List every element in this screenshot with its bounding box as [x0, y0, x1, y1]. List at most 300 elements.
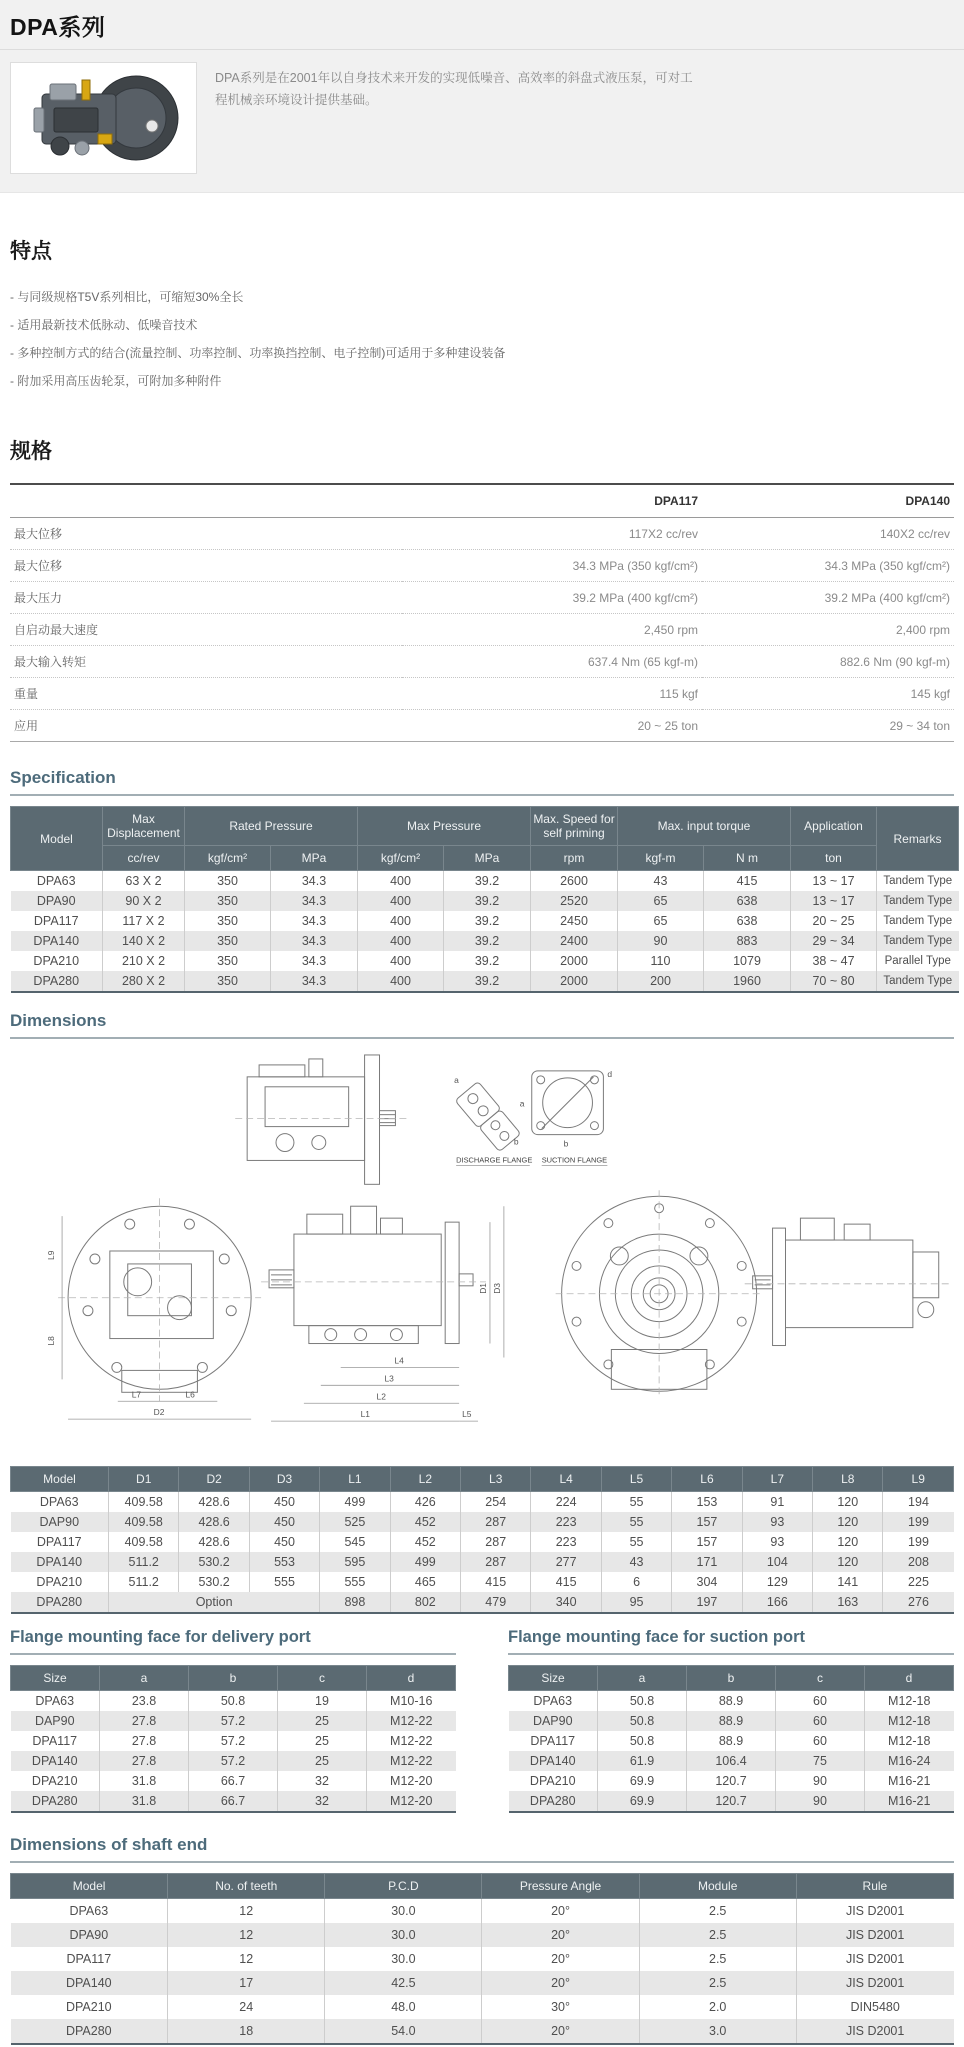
- technical-drawing: [10, 1047, 954, 1451]
- column-header: Pressure Angle: [482, 1874, 639, 1899]
- cell: 2,400 rpm: [702, 614, 954, 646]
- cell: 129: [742, 1572, 812, 1592]
- dim-label: D3: [491, 1282, 502, 1294]
- cell: M10-16: [367, 1691, 456, 1712]
- cell: 2,450 rpm: [402, 614, 702, 646]
- cell: 2450: [531, 911, 618, 931]
- column-header: No. of teeth: [168, 1874, 325, 1899]
- cell: DAP90: [34, 1714, 75, 1728]
- cell: M12-20: [367, 1771, 456, 1791]
- flange-suction-heading: Flange mounting face for suction port: [508, 1628, 954, 1655]
- cell: DPA280: [31, 1794, 78, 1808]
- column-header: L4: [531, 1467, 601, 1492]
- cell: 2400: [531, 931, 618, 951]
- cell: 120: [813, 1512, 883, 1532]
- cell: 17: [168, 1971, 325, 1995]
- table-row: [11, 1751, 456, 1771]
- cell: 20°: [482, 1971, 639, 1995]
- column-header: L9: [883, 1467, 954, 1492]
- cell: 最大压力: [10, 582, 402, 614]
- table-row: [10, 550, 954, 582]
- cell: 157: [672, 1512, 742, 1532]
- cell: 34.3: [271, 911, 358, 931]
- cell: 400: [358, 891, 444, 911]
- table-row: [509, 1711, 954, 1731]
- cell: 34.3: [271, 951, 358, 971]
- table-row: [11, 1791, 456, 1812]
- cell: 3.0: [639, 2019, 796, 2044]
- cell: DPA63: [35, 1694, 75, 1708]
- table-row: [11, 891, 959, 911]
- cell: 530.2: [179, 1552, 249, 1572]
- column-header: DPA117: [402, 484, 702, 518]
- cell: 225: [883, 1572, 954, 1592]
- features-section: [10, 235, 954, 395]
- cell: DPA140: [529, 1754, 576, 1768]
- column-header: Model: [11, 1467, 109, 1492]
- specification-table: [10, 806, 959, 993]
- column-header: b: [687, 1666, 776, 1691]
- cell: 197: [672, 1592, 742, 1613]
- table-row: [11, 1492, 954, 1513]
- cell: 428.6: [179, 1532, 249, 1552]
- cell: 75: [776, 1751, 865, 1771]
- cell: 27.8: [100, 1711, 189, 1731]
- cell: DAP90: [532, 1714, 573, 1728]
- cell: 39.2 MPa (400 kgf/cm²): [402, 582, 702, 614]
- cell: M12-18: [865, 1691, 954, 1712]
- cell: M12-18: [865, 1711, 954, 1731]
- column-header: L5: [601, 1467, 671, 1492]
- cell: 530.2: [179, 1572, 249, 1592]
- column-header: Module: [639, 1874, 796, 1899]
- cell: 400: [358, 911, 444, 931]
- unit-header: MPa: [271, 846, 358, 871]
- table-row: [11, 1923, 954, 1947]
- cell: 25: [278, 1731, 367, 1751]
- suction-flange-label: SUCTION FLANGE: [541, 1155, 608, 1165]
- cell: DPA117: [530, 1734, 576, 1748]
- dim-letter: d: [607, 1068, 613, 1079]
- column-header: Max Displacement: [103, 807, 185, 846]
- cell: Tandem Type: [877, 971, 959, 992]
- cell: 409.58: [109, 1532, 179, 1552]
- cell: 29 ~ 34: [791, 931, 877, 951]
- unit-header: kgf/cm²: [358, 846, 444, 871]
- cell: 450: [249, 1532, 319, 1552]
- dim-label: L4: [394, 1355, 404, 1366]
- cell: 最大位移: [14, 527, 63, 541]
- cell: DPA140: [66, 1976, 112, 1990]
- table-row: [11, 1552, 954, 1572]
- cell: 208: [883, 1552, 954, 1572]
- table-row: [509, 1731, 954, 1751]
- cell: DPA280: [33, 974, 80, 988]
- cell: 93: [742, 1512, 812, 1532]
- cell: Parallel Type: [877, 951, 959, 971]
- cell: 39.2: [444, 911, 531, 931]
- table-header-row: [11, 1666, 456, 1691]
- cell: 115 kgf: [402, 678, 702, 710]
- cell: 30.0: [325, 1923, 482, 1947]
- cell: 120: [813, 1492, 883, 1513]
- cell: 50.8: [598, 1691, 687, 1712]
- cell: 117 X 2: [103, 911, 185, 931]
- cell: 60: [776, 1731, 865, 1751]
- cell: JIS D2001: [796, 1971, 953, 1995]
- unit-header: kgf-m: [618, 846, 704, 871]
- cell: 39.2: [444, 931, 531, 951]
- dim-label: L9: [46, 1250, 57, 1260]
- table-row: [10, 646, 954, 678]
- cell: 280 X 2: [103, 971, 185, 992]
- cell: 2000: [531, 971, 618, 992]
- cell: DPA117: [32, 1734, 78, 1748]
- cell: 2.5: [639, 1923, 796, 1947]
- cell: DPA210: [529, 1774, 576, 1788]
- cell: 166: [742, 1592, 812, 1613]
- cell: DPA63: [69, 1904, 109, 1918]
- cell: DPA210: [33, 954, 80, 968]
- table-row: [11, 1971, 954, 1995]
- cell: 426: [390, 1492, 460, 1513]
- cell: 19: [278, 1691, 367, 1712]
- cell: 34.3: [271, 931, 358, 951]
- cell: 254: [461, 1492, 531, 1513]
- cell: 350: [185, 871, 271, 892]
- product-image: [10, 62, 197, 174]
- cell: DPA90: [36, 894, 76, 908]
- cell: 638: [704, 891, 791, 911]
- feature-item: - 附加采用高压齿轮泵，可附加多种附件: [10, 374, 222, 388]
- table-header-row: [11, 846, 959, 871]
- cell: 31.8: [100, 1771, 189, 1791]
- cell: 210 X 2: [103, 951, 185, 971]
- cell: 20°: [482, 1923, 639, 1947]
- cell: 163: [813, 1592, 883, 1613]
- cell: 32: [278, 1771, 367, 1791]
- cell: 350: [185, 891, 271, 911]
- product-description: DPA系列是在2001年以自身技术来开发的实现低噪音、高效率的斜盘式液压泵，可对工程机械亲环境设计提供基础。: [215, 71, 693, 107]
- title-row: [0, 0, 964, 50]
- cell: M12-22: [367, 1711, 456, 1731]
- cell: 553: [249, 1552, 319, 1572]
- table-row: [509, 1771, 954, 1791]
- column-header: Size: [11, 1666, 100, 1691]
- cell: 415: [461, 1572, 531, 1592]
- cell: 66.7: [189, 1791, 278, 1812]
- unit-header: N m: [704, 846, 791, 871]
- cell: 18: [168, 2019, 325, 2044]
- dimensions-drawing: [10, 1047, 954, 1456]
- cell: 145 kgf: [702, 678, 954, 710]
- cell: 802: [390, 1592, 460, 1613]
- table-row: [509, 1751, 954, 1771]
- dim-label: L1: [360, 1409, 370, 1420]
- column-header: Max. Speed for self priming: [531, 807, 618, 846]
- flange-delivery-section: [10, 1628, 456, 1813]
- features-heading: 特点: [10, 240, 52, 263]
- cell: 400: [358, 951, 444, 971]
- table-row: [10, 582, 954, 614]
- cell: 88.9: [687, 1731, 776, 1751]
- cell: 140 X 2: [103, 931, 185, 951]
- page-title: DPA系列: [10, 14, 106, 40]
- table-row: [11, 2019, 954, 2044]
- cell: 883: [704, 931, 791, 951]
- cell: 23.8: [100, 1691, 189, 1712]
- cell: 90: [618, 931, 704, 951]
- cell: 38 ~ 47: [791, 951, 877, 971]
- cell: 20°: [482, 2019, 639, 2044]
- column-header: L3: [461, 1467, 531, 1492]
- cell: DPA210: [31, 1774, 78, 1788]
- cell: 43: [618, 871, 704, 892]
- table-row: [11, 951, 959, 971]
- cell: 57.2: [189, 1711, 278, 1731]
- cell: Option: [109, 1592, 320, 1613]
- cell: DPA140: [33, 934, 80, 948]
- cell: 637.4 Nm (65 kgf-m): [402, 646, 702, 678]
- cell: JIS D2001: [796, 2019, 953, 2044]
- cell: M12-18: [865, 1731, 954, 1751]
- cell: 555: [249, 1572, 319, 1592]
- cell: DPA117: [33, 914, 79, 928]
- cell: Tandem Type: [877, 911, 959, 931]
- cell: 224: [531, 1492, 601, 1513]
- cell: 2.5: [639, 1947, 796, 1971]
- cell: 452: [390, 1532, 460, 1552]
- cell: 465: [390, 1572, 460, 1592]
- table-row: [11, 931, 959, 951]
- cell: 61.9: [598, 1751, 687, 1771]
- column-header: Rule: [796, 1874, 953, 1899]
- cell: DPA90: [69, 1928, 109, 1942]
- cell: 194: [883, 1492, 954, 1513]
- cell: DPA280: [36, 1595, 83, 1609]
- column-header: a: [100, 1666, 189, 1691]
- top-band: [0, 0, 964, 193]
- cell: DIN5480: [796, 1995, 953, 2019]
- cell: 276: [883, 1592, 954, 1613]
- cell: 90: [776, 1791, 865, 1812]
- cell: 106.4: [687, 1751, 776, 1771]
- table-row: [11, 1771, 456, 1791]
- column-header: D3: [249, 1467, 319, 1492]
- table-row: [11, 911, 959, 931]
- cell: 12: [168, 1947, 325, 1971]
- table-row: [11, 1731, 456, 1751]
- dim-label: L3: [384, 1373, 394, 1384]
- cell: M16-21: [865, 1771, 954, 1791]
- unit-header: cc/rev: [103, 846, 185, 871]
- cell: 应用: [10, 710, 402, 742]
- cell: 50.8: [598, 1711, 687, 1731]
- cell: 511.2: [109, 1572, 179, 1592]
- cell: 30.0: [325, 1899, 482, 1924]
- feature-item: - 多种控制方式的结合(流量控制、功率控制、功率换挡控制、电子控制)可适用于多种建设装备: [10, 346, 506, 360]
- cell: 428.6: [179, 1512, 249, 1532]
- table-header-row: [11, 1467, 954, 1492]
- dim-letter: a: [454, 1074, 459, 1085]
- column-header: D1: [109, 1467, 179, 1492]
- cell: 50.8: [189, 1691, 278, 1712]
- table-row: [10, 678, 954, 710]
- specs-cn-table: [10, 483, 954, 742]
- unit-header: MPa: [444, 846, 531, 871]
- column-header: b: [189, 1666, 278, 1691]
- column-header: P.C.D: [325, 1874, 482, 1899]
- table-row: [11, 971, 959, 992]
- cell: 最大位移: [10, 550, 402, 582]
- dim-label: L5: [462, 1409, 472, 1420]
- cell: 400: [358, 971, 444, 992]
- cell: DPA280: [529, 1794, 576, 1808]
- cell: JIS D2001: [796, 1923, 953, 1947]
- cell: DPA117: [66, 1952, 112, 1966]
- cell: 88.9: [687, 1691, 776, 1712]
- shaft-heading: Dimensions of shaft end: [10, 1835, 954, 1863]
- cell: 12: [168, 1923, 325, 1947]
- cell: 2600: [531, 871, 618, 892]
- dim-label: L2: [376, 1391, 386, 1402]
- cell: 57.2: [189, 1731, 278, 1751]
- cell: 20 ~ 25: [791, 911, 877, 931]
- specs-cn-heading: 规格: [10, 440, 52, 463]
- cell: 90: [776, 1771, 865, 1791]
- unit-header: kgf/cm²: [185, 846, 271, 871]
- cell: 223: [531, 1512, 601, 1532]
- cell: 200: [618, 971, 704, 992]
- cell: 34.3: [271, 891, 358, 911]
- cell: 2000: [531, 951, 618, 971]
- cell: 27.8: [100, 1731, 189, 1751]
- cell: 39.2: [444, 891, 531, 911]
- features-list: [10, 283, 954, 395]
- cell: 499: [390, 1552, 460, 1572]
- cell: 31.8: [100, 1791, 189, 1812]
- cell: 30.0: [325, 1947, 482, 1971]
- table-row: [11, 1711, 456, 1731]
- unit-header: rpm: [531, 846, 618, 871]
- cell: 525: [320, 1512, 390, 1532]
- cell: 70 ~ 80: [791, 971, 877, 992]
- column-header: Application: [791, 807, 877, 846]
- cell: 415: [704, 871, 791, 892]
- column-header: c: [776, 1666, 865, 1691]
- cell: Tandem Type: [877, 931, 959, 951]
- cell: 304: [672, 1572, 742, 1592]
- column-header: Model: [11, 807, 103, 871]
- cell: 55: [601, 1532, 671, 1552]
- cell: 90 X 2: [103, 891, 185, 911]
- cell: 34.3: [271, 971, 358, 992]
- table-row: [509, 1791, 954, 1812]
- table-row: [11, 1691, 456, 1712]
- table-header-row: [11, 1874, 954, 1899]
- cell: 287: [461, 1532, 531, 1552]
- dim-letter: b: [563, 1138, 569, 1149]
- cell: 60: [776, 1711, 865, 1731]
- cell: 65: [618, 891, 704, 911]
- cell: 13 ~ 17: [791, 891, 877, 911]
- cell: 27.8: [100, 1751, 189, 1771]
- table-row: [10, 710, 954, 742]
- cell: 199: [883, 1532, 954, 1552]
- cell: 30°: [482, 1995, 639, 2019]
- cell: 88.9: [687, 1711, 776, 1731]
- cell: 157: [672, 1532, 742, 1552]
- cell: 511.2: [109, 1552, 179, 1572]
- cell: 20 ~ 25 ton: [402, 710, 702, 742]
- cell: 93: [742, 1532, 812, 1552]
- cell: 55: [601, 1492, 671, 1513]
- dimensions-heading: Dimensions: [10, 1011, 954, 1039]
- table-row: [509, 1691, 954, 1712]
- cell: 452: [390, 1512, 460, 1532]
- cell: JIS D2001: [796, 1947, 953, 1971]
- column-header: d: [865, 1666, 954, 1691]
- cell: 898: [320, 1592, 390, 1613]
- column-header: L8: [813, 1467, 883, 1492]
- cell: 120: [813, 1532, 883, 1552]
- cell: 34.3 MPa (350 kgf/cm²): [702, 550, 954, 582]
- cell: DPA117: [36, 1535, 82, 1549]
- flange-suction-section: [508, 1628, 954, 1813]
- cell: 117X2 cc/rev: [628, 526, 698, 541]
- specs-cn-section: [10, 435, 954, 742]
- cell: 34.3 MPa (350 kgf/cm²): [402, 550, 702, 582]
- specification-heading: Specification: [10, 768, 954, 796]
- cell: DPA210: [36, 1575, 83, 1589]
- column-header: c: [278, 1666, 367, 1691]
- table-row: [11, 1995, 954, 2019]
- cell: 340: [531, 1592, 601, 1613]
- cell: 48.0: [325, 1995, 482, 2019]
- cell: 50.8: [598, 1731, 687, 1751]
- cell: 450: [249, 1492, 319, 1513]
- column-header: d: [367, 1666, 456, 1691]
- cell: DPA63: [39, 1495, 79, 1509]
- cell: 54.0: [325, 2019, 482, 2044]
- cell: 1960: [704, 971, 791, 992]
- cell: DPA63: [36, 874, 76, 888]
- column-header: Remarks: [877, 807, 959, 871]
- cell: M16-24: [865, 1751, 954, 1771]
- cell: 39.2: [444, 951, 531, 971]
- cell: 277: [531, 1552, 601, 1572]
- dimensions-table-wrap: [10, 1466, 954, 1614]
- cell: 32: [278, 1791, 367, 1812]
- cell: 12: [168, 1899, 325, 1924]
- cell: DPA63: [533, 1694, 573, 1708]
- table-row: [11, 871, 959, 892]
- column-header: Model: [11, 1874, 168, 1899]
- column-header: Size: [509, 1666, 598, 1691]
- cell: 140X2 cc/rev: [879, 526, 950, 541]
- cell: 400: [358, 871, 444, 892]
- feature-item: - 与同级规格T5V系列相比，可缩短30%全长: [10, 290, 244, 304]
- cell: 6: [601, 1572, 671, 1592]
- shaft-section: [10, 1835, 954, 2045]
- column-header: Max Pressure: [358, 807, 531, 846]
- cell: 25: [278, 1711, 367, 1731]
- column-header: L7: [742, 1467, 812, 1492]
- cell: DPA140: [31, 1754, 78, 1768]
- cell: 2.5: [639, 1899, 796, 1924]
- cell: 43: [601, 1552, 671, 1572]
- cell: 595: [320, 1552, 390, 1572]
